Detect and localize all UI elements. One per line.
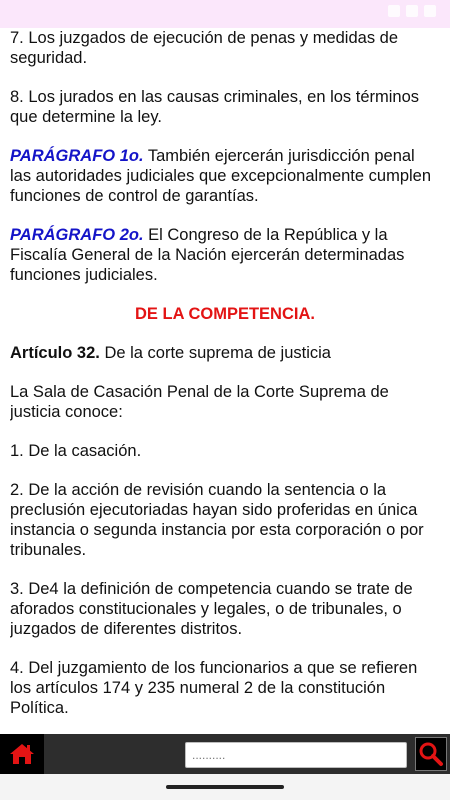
paragrafo-1-label: PARÁGRAFO 1o. (10, 147, 144, 165)
paragrafo-2 (10, 225, 440, 285)
article-32 (10, 343, 440, 363)
wifi-icon (388, 5, 400, 17)
paragrafo-2-text: El Congreso de la República y la Fiscalía General de la Nación ejercerán determinadas funciones judiciales. (10, 226, 405, 284)
signal-icon (406, 5, 418, 17)
home-icon (9, 742, 35, 766)
paragrafo-1 (10, 146, 440, 206)
law-text-content[interactable] (10, 28, 440, 734)
section-heading: DE LA COMPETENCIA. (135, 305, 315, 323)
item-7: 7. Los juzgados de ejecución de penas y medidas de seguridad. (10, 29, 399, 67)
list-item: 3. De4 la definición de competencia cuando se trate de aforados constitucionales y legales, o de tribunales, o juzgados de diferentes distritos. (10, 580, 413, 638)
search-button[interactable] (415, 737, 447, 771)
magnifier-icon (418, 741, 444, 767)
paragrafo-2-label: PARÁGRAFO 2o. (10, 226, 144, 244)
list-item: 2. De la acción de revisión cuando la sentencia o la preclusión ejecutoriadas hayan sido proferidas en única instancia o segunda instancia por esta corporación o por tribunales. (10, 481, 424, 559)
list-item: 4. Del juzgamiento de los funcionarios a que se refieren los artículos 174 y 235 numeral 2 de la constitución Política. (10, 659, 418, 717)
battery-icon (424, 5, 436, 17)
home-button[interactable] (0, 734, 44, 774)
bottom-toolbar (0, 734, 450, 774)
status-bar (0, 0, 450, 28)
item-8: 8. Los jurados en las causas criminales, en los términos que determine la ley. (10, 88, 420, 126)
article-intro: La Sala de Casación Penal de la Corte Suprema de justicia conoce: (10, 383, 389, 421)
list-item: 1. De la casación. (10, 442, 142, 460)
system-nav-bar (0, 774, 450, 800)
search-input[interactable] (185, 742, 407, 768)
status-icons (388, 5, 436, 17)
article-32-label: Artículo 32. (10, 344, 100, 362)
home-gesture-handle[interactable] (166, 785, 284, 789)
paragrafo-1-text: También ejercerán jurisdicción penal las autoridades judiciales que excepcionalmente cumplen funciones de control de garantías. (10, 147, 432, 205)
article-32-text: De la corte suprema de justicia (99, 344, 331, 362)
